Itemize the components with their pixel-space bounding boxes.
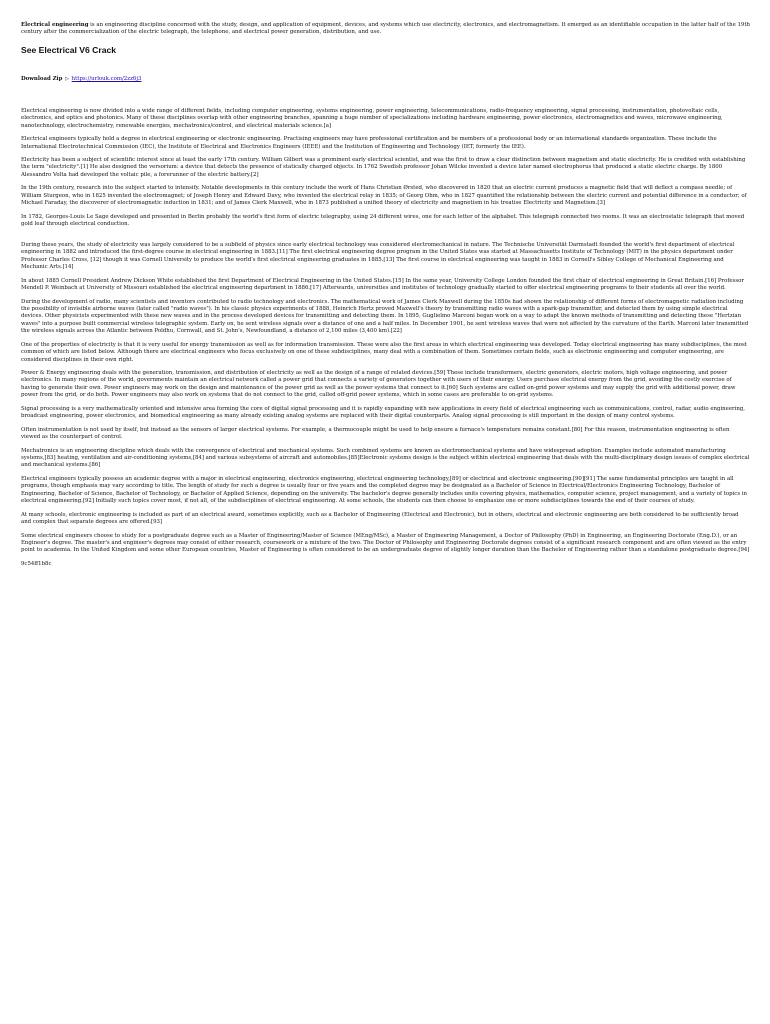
download-row	[21, 76, 750, 83]
page-title: See Electrical V6 Crack	[21, 44, 117, 55]
intro-lead-text: is an engineering discipline concerned with the study, design, and application of equipment, devices, and systems which use electricity, electronics, and electromagnetism. It emerged as an identifiable occupation in the latter half of the 19th century after the commercialization of the electric telegraph, the telephone, and electrical power generation, distribution, and use.	[21, 22, 750, 36]
body-paragraph-subdisciplines: One of the properties of electricity is that it is very useful for energy transmission as well as for information transmission. These were also the first areas in which electrical engineering was developed. Today electrical engineering has many subdisciplines, the most common of which are listed below. Although there are electrical engineers who focus exclusively on one of these subdisciplines, many deal with a combination of them. Sometimes certain fields, such as electronic engineering and computer engineering, are considered disciplines in their own right.	[21, 341, 747, 363]
right-arrow-icon: ▷	[65, 75, 69, 82]
body-paragraph-fields: Electrical engineering is now divided into a wide range of different fields, including computer engineering, systems engineering, power engineering, telecommunications, radio-frequency engineering, signal processing, instrumentation, photovoltaic cells, electronics, and optics and photonics. Many of these disciplines overlap with other engineering branches, spanning a huge number of specializations including hardware engineering, power electronics, electromagnetics and waves, microwave engineering, nanotechnology, electrochemistry, renewable energies, mechatronics/control, and electrical materials science.[a]	[21, 107, 723, 129]
body-paragraph-mechatronics: Mechatronics is an engineering discipline which deals with the convergence of electrical and mechanical systems. Such combined systems are known as electromechanical systems and have widespread adoption. Examples include automated manufacturing systems,[83] heating, ventilation and air-conditioning systems,[84] and various subsystems of aircraft and automobiles.[85]Electronic systems design is the subject within electrical engineering that deals with the multi-disciplinary design issues of complex electrical and mechanical systems.[86]	[21, 447, 750, 469]
body-paragraph-electronic-award: At many schools, electronic engineering is included as part of an electrical award, sometimes explicitly, such as a Bachelor of Engineering (Electrical and Electronic), but in others, electrical and electronic engineering are both considered to be sufficiently broad and complex that separate degrees are offered.[93]	[21, 511, 739, 525]
body-paragraph-universities: During these years, the study of electricity was largely considered to be a subfield of physics since early electrical technology was considered electromechanical in nature. The Technische Universität Darmstadt founded the world's first department of electrical engineering in 1882 and introduced the first-degree course in electrical engineering in 1883.[11] The first electrical engineering degree program in the United States was started at Massachusetts Institute of Technology (MIT) in the physics department under Professor Charles Cross, [12] though it was Cornell University to produce the world's first electrical engineering graduates in 1885.[13] The first course in electrical engineering was taught in 1883 in Cornell's Sibley College of Mechanical Engineering and Mechanic Arts.[14]	[21, 241, 735, 271]
body-paragraph-signal: Signal processing is a very mathematically oriented and intensive area forming the core of digital signal processing and it is rapidly expanding with new applications in every field of electrical engineering such as communications, control, radar, audio engineering, broadcast engineering, power electronics, and biomedical engineering as many already existing analog systems are replaced with their digital counterparts. Analog signal processing is still important in the design of many control systems.	[21, 405, 745, 420]
body-paragraph-power: Power & Energy engineering deals with the generation, transmission, and distribution of electricity as well as the design of a range of related devices.[59] These include transformers, electric generators, electric motors, high voltage engineering, and power electronics. In many regions of the world, governments maintain an electrical network called a power grid that connects a variety of generators together with users of their energy. Users purchase electrical energy from the grid, avoiding the costly exercise of having to generate their own. Power engineers may work on the design and maintenance of the power grid as well as the power systems that connect to it.[60] Such systems are called on-grid power systems and may supply the grid with additional power, draw power from the grid, or do both. Power engineers may also work on systems that do not connect to the grid, called off-grid power systems, which in some cases are preferable to on-grid systems.	[21, 370, 736, 399]
body-paragraph-history-19th: In the 19th century, research into the subject started to intensify. Notable developments in this century include the work of Hans Christian Ørsted, who discovered in 1820 that an electric current produces a magnetic field that will deflect a compass needle; of William Sturgeon, who in 1825 invented the electromagnet; of Joseph Henry and Edward Davy, who invented the electrical relay in 1835; of Georg Ohm, who in 1827 quantified the relationship between the electric current and potential difference in a conductor; of Michael Faraday, the discoverer of electromagnetic induction in 1831; and of James Clerk Maxwell, who in 1873 published a unified theory of electricity and magnetism in his treatise Electricity and Magnetism.[3]	[21, 185, 747, 207]
intro-paragraph	[21, 22, 750, 37]
body-paragraph-telegraph: In 1782, Georges-Louis Le Sage developed and presented in Berlin probably the world's first form of electric telegraphy, using 24 different wires, one for each letter of the alphabet. This telegraph connected two rooms. It was an electrostatic telegraph that moved gold leaf through electrical conduction.	[21, 213, 745, 228]
download-link[interactable]: https://urlouk.com/2zz6j3	[71, 75, 142, 82]
body-paragraph-degrees: Electrical engineers typically hold a degree in electrical engineering or electronic engineering. Practising engineers may have professional certification and be members of a professional body or an international standards organization. These include the International Electrotechnical Commission (IEC), the Institute of Electrical and Electronics Engineers (IEEE) and the Institution of Engineering and Technology (IET, formerly the IEE).	[21, 136, 717, 150]
body-paragraph-history-17th: Electricity has been a subject of scientific interest since at least the early 17th century. William Gilbert was a prominent early electrical scientist, and was the first to draw a clear distinction between magnetism and static electricity. He is credited with establishing the term "electricity".[1] He also designed the versorium: a device that detects the presence of statically charged objects. In 1762 Swedish professor Johan Wilcke invented a device later named electrophorus that produced a static electric charge. By 1800 Alessandro Volta had developed the voltaic pile, a forerunner of the electric battery.[2]	[21, 157, 746, 178]
body-paragraph-cornell: In about 1885 Cornell President Andrew Dickson White established the first Department of Electrical Engineering in the United States.[15] In the same year, University College London founded the first chair of electrical engineering in Great Britain.[16] Professor Mendell P. Weinbach at University of Missouri established the electrical engineering department in 1886.[17] Afterwards, universities and institutes of technology gradually started to offer electrical engineering programs to their students all over the world.	[21, 277, 744, 292]
footer-id: 9c54ff1b8c	[21, 560, 52, 567]
body-paragraph-postgraduate: Some electrical engineers choose to study for a postgraduate degree such as a Master of Engineering/Master of Science (MEng/MSc), a Master of Engineering Management, a Doctor of Philosophy (PhD) in Engineering, an Engineering Doctorate (Eng.D.), or an Engineer's degree. The master's and engineer's degrees may consist of either research, coursework or a mixture of the two. The Doctor of Philosophy and Engineering Doctorate degrees consist of a significant research component and are often viewed as the entry point to academia. In the United Kingdom and some other European countries, Master of Engineering is often considered to be an undergraduate degree of slightly longer duration than the Bachelor of Engineering rather than a standalone postgraduate degree.[94]	[21, 532, 750, 554]
body-paragraph-instrumentation: Often instrumentation is not used by itself, but instead as the sensors of larger electrical systems. For example, a thermocouple might be used to help ensure a furnace's temperature remains constant.[80] For this reason, instrumentation engineering is often viewed as the counterpart of control.	[21, 426, 730, 441]
download-label: Download Zip	[21, 75, 63, 82]
body-paragraph-education: Electrical engineers typically possess an academic degree with a major in electrical engineering, electronics engineering, electrical engineering technology,[89] or electrical and electronic engineering.[90][91] The same fundamental principles are taught in all programs, though emphasis may vary according to title. The length of study for such a degree is usually four or five years and the completed degree may be designated as a Bachelor of Science in Electrical/Electronics Engineering Technology, Bachelor of Engineering, Bachelor of Science, Bachelor of Technology, or Bachelor of Applied Science, depending on the university. The bachelor's degree generally includes units covering physics, mathematics, computer science, project management, and a variety of topics in electrical engineering.[92] Initially such topics cover most, if not all, of the subdisciplines of electrical engineering. At some schools, the students can then choose to emphasize one or more subdisciplines towards the end of their courses of study.	[21, 475, 747, 505]
intro-lead-bold: Electrical engineering	[21, 22, 89, 28]
body-paragraph-radio: During the development of radio, many scientists and inventors contributed to radio technology and electronics. The mathematical work of James Clerk Maxwell during the 1850s had shown the relationship of different forms of electromagnetic radiation including the possibility of invisible airborne waves (later called "radio waves"). In his classic physics experiments of 1888, Heinrich Hertz proved Maxwell's theory by transmitting radio waves with a spark-gap transmitter, and detected them by using simple electrical devices. Other physicists experimented with these new waves and in the process developed devices for transmitting and detecting them. In 1895, Guglielmo Marconi began work on a way to adapt the known methods of transmitting and detecting these "Hertzian waves" into a purpose built commercial wireless telegraphic system. Early on, he sent wireless signals over a distance of one and a half miles. In December 1901, he sent wireless waves that were not affected by the curvature of the Earth. Marconi later transmitted the wireless signals across the Atlantic between Poldhu, Cornwall, and St. John's, Newfoundland, a distance of 2,100 miles (3,400 km).[22]	[21, 298, 749, 335]
